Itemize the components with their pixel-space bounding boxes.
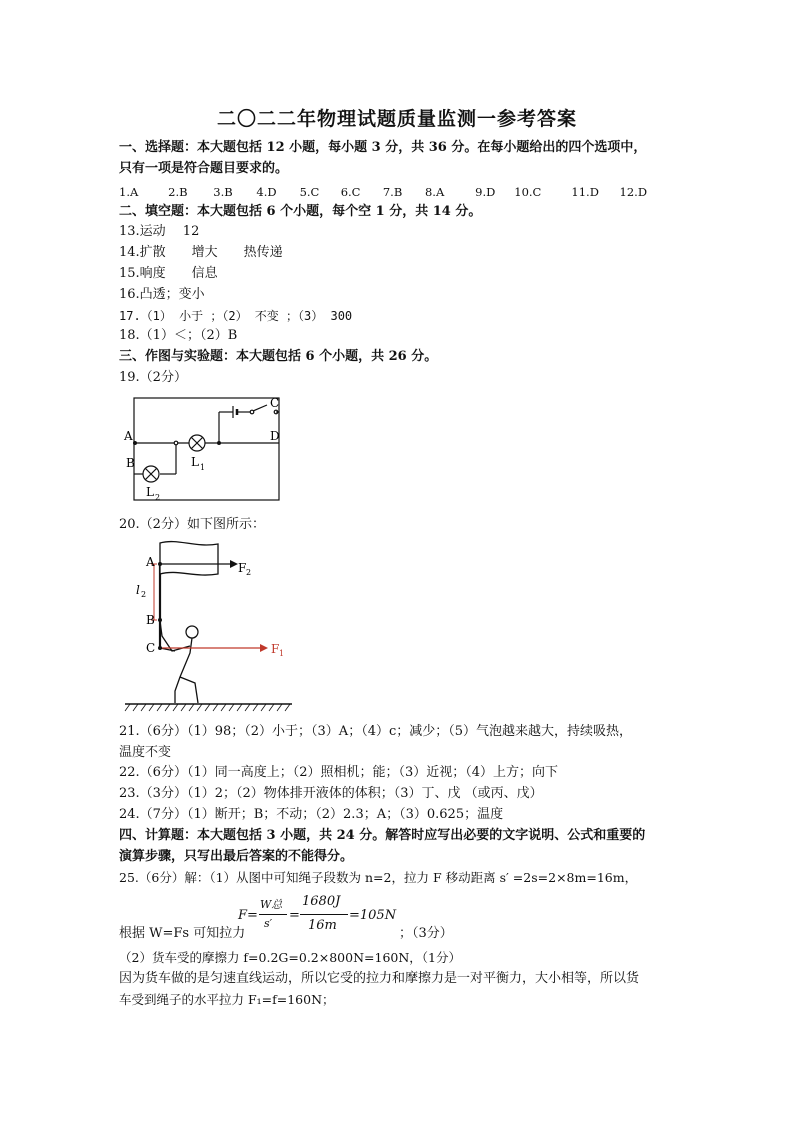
answer-q25-score: ；（3分） xyxy=(399,926,453,941)
choice-item: 9.D xyxy=(475,185,496,199)
label-f2-sub: 2 xyxy=(246,568,252,577)
answer-q21: 21.（6分）（1）98；（2）小于；（3）A；（4）c；减少；（5）气泡越来越大，持续吸热， xyxy=(119,724,633,739)
answer-q25-step1: 25.（6分）解：（1）从图中可知绳子段数为 n=2，拉力 F 移动距离 s′ =2s=2×8m=16m， xyxy=(119,870,638,885)
switch-lever xyxy=(253,405,267,411)
choice-item: 4.D xyxy=(256,185,277,199)
q19-header: 19.（2分） xyxy=(119,370,187,385)
label-l2: l xyxy=(136,583,140,597)
label-l1: L xyxy=(191,455,199,469)
label-a: A xyxy=(124,429,133,443)
choice-item: 6.C xyxy=(340,185,361,199)
section-4-heading-cont: 演算步骤，只写出最后答案的不能得分。 xyxy=(119,849,354,864)
choice-item: 1.A xyxy=(119,185,139,199)
choice-item: 3.B xyxy=(213,185,233,199)
label-l2-sub: 2 xyxy=(155,493,161,502)
circuit-diagram xyxy=(122,392,292,507)
q20-header: 20.（2分）如下图所示： xyxy=(119,517,265,532)
label-l2-sub: 2 xyxy=(141,590,147,599)
answer-q15: 15.响度 信息 xyxy=(119,266,218,281)
choice-item: 2.B xyxy=(168,185,188,199)
label-f1: F xyxy=(271,642,280,656)
answer-q25-step2: （2）货车受的摩擦力 f=0.2G=0.2×800N=160N，（1分） xyxy=(119,950,461,965)
person-head xyxy=(186,626,198,638)
section-2-heading: 二、填空题：本大题包括 6 个小题，每个空 1 分，共 14 分。 xyxy=(119,204,482,219)
label-d: D xyxy=(270,429,280,443)
flag-cloth xyxy=(160,542,218,575)
person-arm xyxy=(160,621,190,651)
label-c: C xyxy=(270,396,280,410)
label-f2: F xyxy=(238,561,247,575)
label-a: A xyxy=(146,555,155,569)
formula-lhs: F= xyxy=(238,908,258,923)
answer-q17: 17.（1） 小于 ；（2） 不变 ；（3） 300 xyxy=(119,309,353,323)
flag-lever-diagram xyxy=(120,536,300,716)
label-b: B xyxy=(126,456,135,470)
force-f2-arrowhead xyxy=(230,560,238,568)
choice-item: 11.D xyxy=(571,185,599,199)
answer-q21-cont: 温度不变 xyxy=(119,745,172,760)
answer-q16: 16.凸透；变小 xyxy=(119,287,205,302)
formula-num2: 1680J xyxy=(302,894,341,909)
section-1-heading-cont: 只有一项是符合题目要求的。 xyxy=(119,161,289,176)
force-f1-arrowhead xyxy=(260,644,268,652)
answer-q22: 22.（6分）（1）同一高度上；（2）照相机；能；（3）近视；（4）上方；向下 xyxy=(119,765,559,780)
answer-q25-reason: 因为货车做的是匀速直线运动，所以它受的拉力和摩擦力是一对平衡力，大小相等，所以货 xyxy=(119,971,640,986)
choice-item: 10.C xyxy=(514,185,542,199)
answer-q18: 18.（1）＜；（2）B xyxy=(119,328,238,343)
label-b: B xyxy=(146,613,155,627)
section-4-heading: 四、计算题：本大题包括 3 小题，共 24 分。解答时应写出必要的文字说明、公式和重要的 xyxy=(119,828,646,843)
answer-q24: 24.（7分）（1）断开；B；不动；（2）2.3；A；（3）0.625；温度 xyxy=(119,807,504,822)
fraction-bar-2 xyxy=(300,914,348,915)
answer-q23: 23.（3分）（1）2；（2）物体排开液体的体积；（3）丁、戊 （或丙、戊） xyxy=(119,786,543,801)
choice-answers xyxy=(119,183,652,202)
answer-q25-reason-cont: 车受到绳子的水平拉力 F₁=f=160N； xyxy=(119,992,335,1007)
label-l1-sub: 1 xyxy=(200,463,206,472)
page-title: 二〇二二年物理试题质量监测一参考答案 xyxy=(216,108,577,130)
choice-item: 8.A xyxy=(424,185,445,199)
answer-q13: 13.运动 12 xyxy=(119,224,200,239)
formula-result: =105N xyxy=(349,908,397,923)
label-f1-sub: 1 xyxy=(279,649,285,658)
formula-den: s′ xyxy=(264,917,273,930)
answer-q25-prefix: 根据 W=Fs 可知拉力 xyxy=(119,926,246,941)
force-formula: F= W总 s′ = 1680J 16m =105N xyxy=(238,894,397,933)
section-1-heading: 一、选择题：本大题包括 12 小题，每小题 3 分，共 36 分。在每小题给出的四个选项中， xyxy=(119,140,647,155)
section-3-heading: 三、作图与实验题：本大题包括 6 个小题，共 26 分。 xyxy=(119,349,438,364)
person-leg xyxy=(180,677,198,703)
choice-item: 12.D xyxy=(619,185,648,199)
formula-den2: 16m xyxy=(308,918,337,933)
answer-q14: 14.扩散 增大 热传递 xyxy=(119,245,283,260)
label-c: C xyxy=(146,641,156,655)
formula-num: W总 xyxy=(260,898,283,911)
choice-item: 5.C xyxy=(299,185,320,199)
label-l2: L xyxy=(146,485,154,499)
choice-item: 7.B xyxy=(382,185,403,199)
circuit-outer-wire xyxy=(134,398,279,500)
fraction-bar xyxy=(259,914,287,915)
